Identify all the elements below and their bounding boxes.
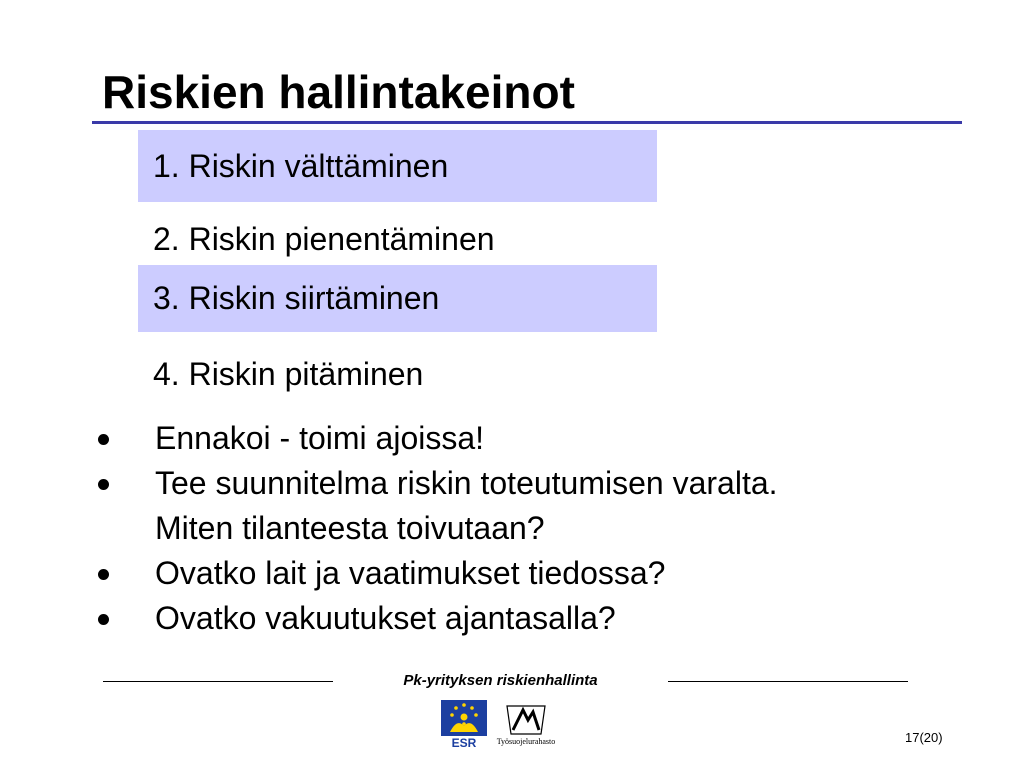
step-label-1: 1. Riskin välttäminen: [153, 148, 449, 184]
step-item-3: [138, 265, 657, 332]
step-label-2: 2. Riskin pienentäminen: [153, 221, 495, 257]
bullet-item-1: [0, 416, 1024, 461]
tyosuojelurahasto-logo-text: Työsuojelurahasto: [496, 737, 556, 746]
esr-logo-text: ESR: [451, 736, 477, 748]
bullet-text-2: [155, 461, 778, 551]
step-item-4: [138, 338, 657, 410]
bullet-item-2: [0, 461, 1024, 551]
bullet-item-3: [0, 551, 1024, 596]
step-label-4: 4. Riskin pitäminen: [153, 356, 424, 392]
bullet-text-4: Ovatko vakuutukset ajantasalla?: [155, 600, 616, 636]
step-label-3: 3. Riskin siirtäminen: [153, 280, 440, 316]
esr-logo-icon: [441, 700, 487, 748]
bullet-icon: [98, 569, 109, 580]
bullet-text-1: Ennakoi - toimi ajoissa!: [155, 420, 485, 456]
title-divider: [92, 121, 962, 124]
bullet-item-4: [0, 596, 1024, 641]
slide-title: Riskien hallintakeinot: [102, 66, 575, 118]
step-item-1: [138, 130, 657, 202]
bullet-icon: [98, 434, 109, 445]
bullet-text-3: Ovatko lait ja vaatimukset tiedossa?: [155, 555, 666, 591]
bullet-icon: [98, 479, 109, 490]
page-number: 17(20): [905, 730, 943, 745]
bullet-text-2-line-1: Tee suunnitelma riskin toteutumisen varalta.: [155, 465, 778, 501]
footer-title: Pk-yrityksen riskienhallinta: [403, 672, 598, 689]
bullet-icon: [98, 614, 109, 625]
bullet-text-2-line-2: Miten tilanteesta toivutaan?: [155, 510, 545, 546]
bullet-list: [0, 416, 1024, 641]
footer-rule-left: [103, 681, 333, 682]
footer-rule-right: [668, 681, 908, 682]
tyosuojelurahasto-logo: [493, 700, 559, 748]
